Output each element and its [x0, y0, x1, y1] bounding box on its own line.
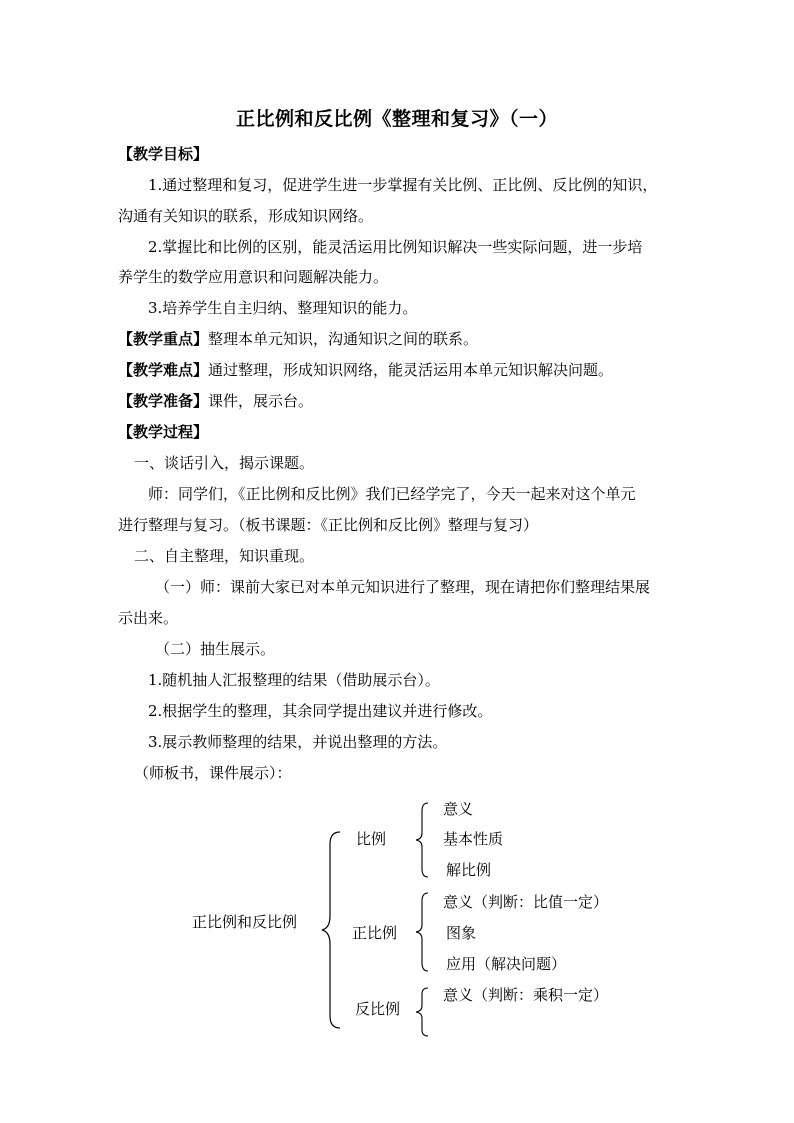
- goal-2-line-2: 养学生的数学应用意识和问题解决能力。: [118, 268, 389, 286]
- board-note: （师板书，课件展示）：: [134, 764, 292, 782]
- difficult-point-text: 通过整理，形成知识网络，能灵活运用本单元知识解决问题。: [208, 361, 614, 379]
- inverse-item-meaning: 意义（判断：乘积一定）: [443, 986, 609, 1004]
- direct-brace: [414, 891, 430, 973]
- step-1-para-line-1: 师：同学们，《正比例和反比例》我们已经学完了，今天一起来对这个单元: [148, 485, 636, 503]
- root-brace: [320, 830, 344, 1030]
- key-point-text: 整理本单元知识，沟通知识之间的联系。: [208, 330, 479, 348]
- preparation-label: 【教学准备】: [118, 392, 209, 410]
- direct-item-application: 应用（解决问题）: [446, 955, 567, 973]
- direct-item-meaning: 意义（判断：比值一定）: [443, 893, 609, 911]
- step-2-1-line-1: （一）师：课前大家已对本单元知识进行了整理，现在请把你们整理结果展: [155, 578, 651, 596]
- process-heading: 【教学过程】: [118, 423, 209, 441]
- ratio-item-meaning: 意义: [443, 800, 474, 818]
- key-point-label: 【教学重点】: [118, 330, 209, 348]
- ratio-brace: [414, 801, 430, 879]
- diagram-root: 正比例和反比例: [192, 913, 298, 931]
- key-point: [118, 329, 678, 349]
- document-title: 正比例和反比例《整理和复习》（一）: [235, 108, 558, 130]
- direct-item-graph: 图象: [446, 924, 477, 942]
- difficult-point: [118, 360, 678, 380]
- goal-1-line-2: 沟通有关知识的联系，形成知识网络。: [118, 207, 374, 225]
- branch-direct: 正比例: [352, 924, 398, 942]
- difficult-point-label: 【教学难点】: [118, 361, 209, 379]
- ratio-item-property: 基本性质: [443, 830, 504, 848]
- ratio-item-solve: 解比例: [446, 861, 492, 879]
- item-1: 1.随机抽人汇报整理的结果（借助展示台）。: [148, 671, 440, 689]
- preparation: [118, 391, 678, 411]
- preparation-text: 课件，展示台。: [208, 392, 314, 410]
- branch-inverse: 反比例: [355, 1000, 401, 1018]
- item-2: 2.根据学生的整理，其余同学提出建议并进行修改。: [148, 702, 493, 720]
- step-2: 二、自主整理，知识重现。: [134, 547, 315, 565]
- goal-3: 3.培养学生自主归纳、整理知识的能力。: [148, 299, 418, 317]
- goal-heading: 【教学目标】: [118, 145, 209, 163]
- goal-2-line-1: 2.掌握比和比例的区别，能灵活运用比例知识解决一些实际问题，进一步培: [148, 238, 643, 256]
- step-1: 一、谈话引入，揭示课题。: [134, 454, 315, 472]
- step-2-1-line-2: 示出来。: [118, 609, 179, 627]
- goal-1-line-1: 1.通过整理和复习，促进学生进一步掌握有关比例、正比例、反比例的知识，: [148, 176, 658, 194]
- item-3: 3.展示教师整理的结果，并说出整理的方法。: [148, 733, 448, 751]
- step-1-para-line-2: 进行整理与复习。（板书课题：《正比例和反比例》整理与复习）: [118, 516, 539, 534]
- branch-ratio: 比例: [356, 830, 387, 848]
- step-2-2: （二）抽生展示。: [155, 640, 276, 658]
- inverse-brace: [414, 986, 430, 1038]
